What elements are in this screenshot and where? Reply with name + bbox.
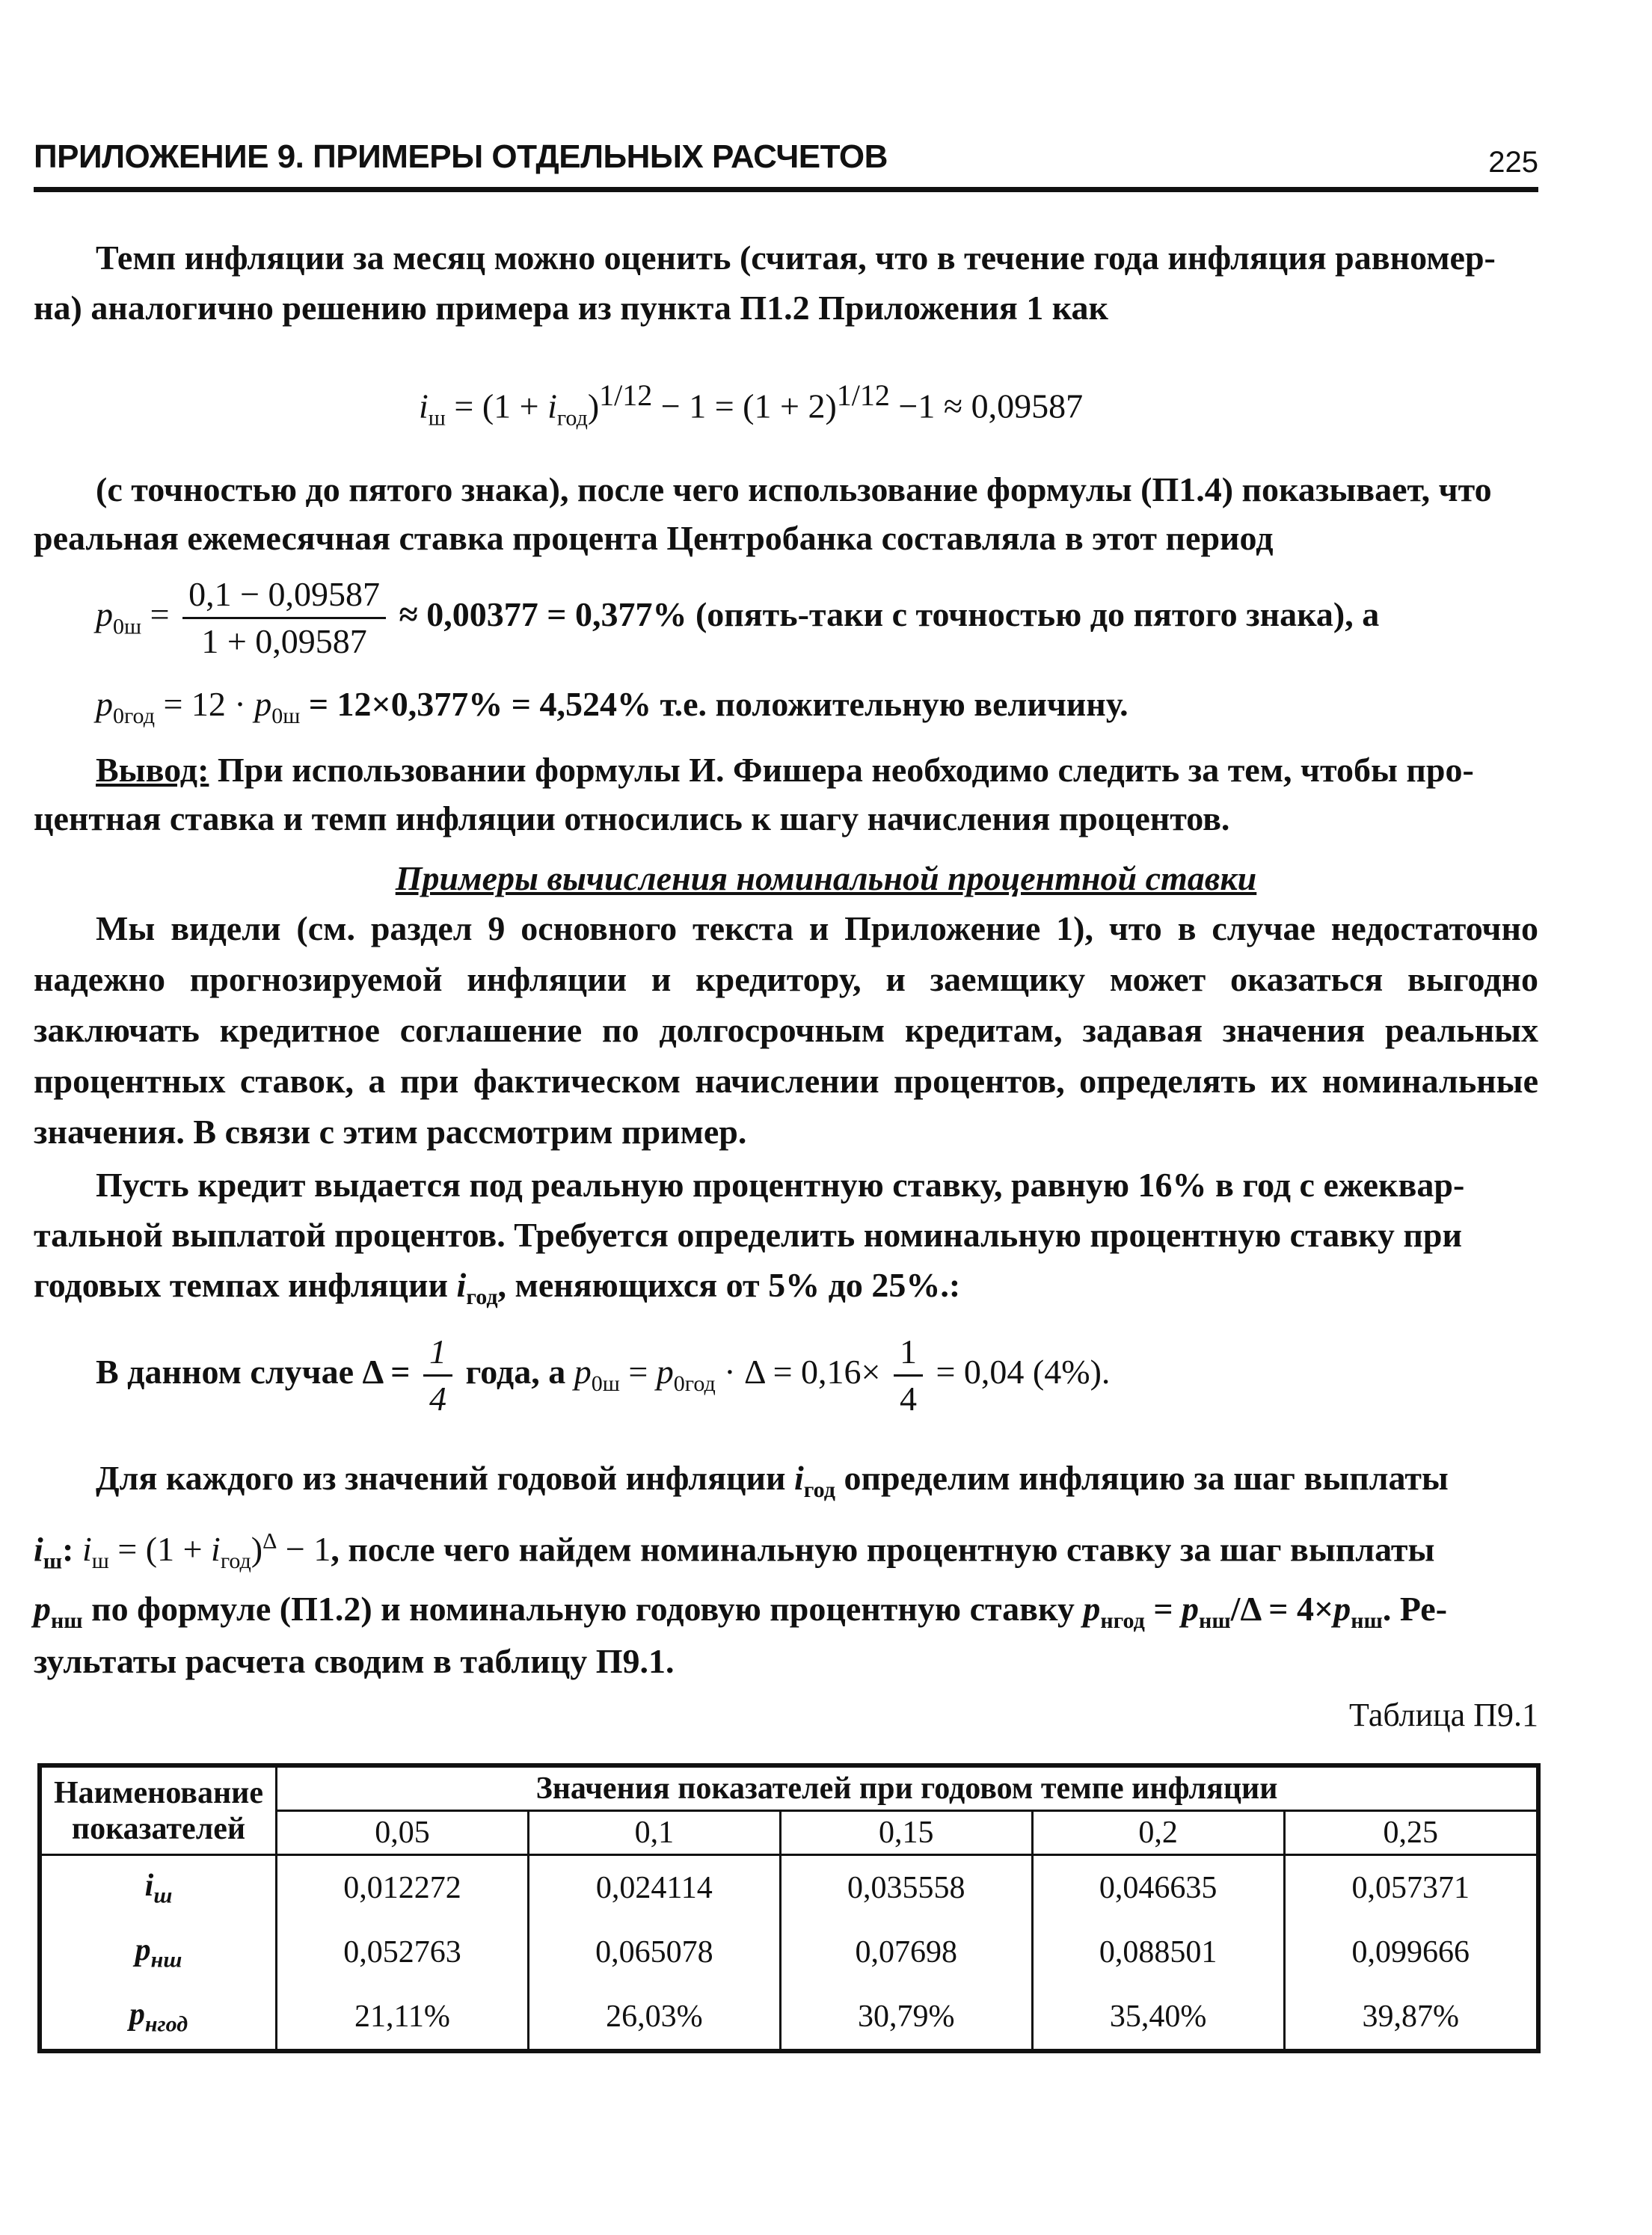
- para5-line3a: по формуле (П1.2) и номинальную годовую процентную ставку: [82, 1590, 1084, 1628]
- para4-line1: Пусть кредит выдается под реальную процентную ставку, равную 16% в год с ежеквар-: [96, 1166, 1465, 1204]
- table-cell: 0,057371: [1284, 1855, 1538, 1921]
- table-cell: 0,088501: [1032, 1920, 1284, 1985]
- equation-real-annual-rate-tail: = 12×0,377% = 4,524% т.е. положительную величину.: [308, 685, 1129, 723]
- para5-line1a: Для каждого из значений годовой инфляции: [96, 1459, 794, 1497]
- table-cell: 0,024114: [528, 1855, 780, 1921]
- table-column-header: 0,25: [1284, 1811, 1538, 1855]
- table-cell: 39,87%: [1284, 1985, 1538, 2051]
- para5-line3b: /Δ = 4×: [1230, 1590, 1334, 1628]
- fraction-numerator: 0,1 − 0,09587: [182, 572, 386, 619]
- table-row: [40, 1855, 1538, 1921]
- table-column-header: 0,05: [277, 1811, 529, 1855]
- para5-line2-text: , после чего найдем номинальную процентную ставку за шаг выплаты: [331, 1530, 1435, 1569]
- equation-step-tail: · Δ = 0,16×: [724, 1353, 881, 1392]
- para1-line2: на) аналогично решению примера из пункта П1.2 Приложения 1 как: [34, 289, 1109, 327]
- header-rule: [34, 187, 1538, 192]
- table-caption: Таблица П9.1: [1349, 1697, 1538, 1733]
- table-cell: 30,79%: [780, 1985, 1032, 2051]
- page-number: 225: [1488, 146, 1538, 179]
- para4-line2: тальной выплатой процентов. Требуется определить номинальную процентную ставку при: [34, 1216, 1463, 1254]
- para5-line1: Для каждого из значений годовой инфляции $i_{год}$ определим инфляцию за шаг выплаты: [96, 1459, 1449, 1503]
- table-column-header: 0,1: [528, 1811, 780, 1855]
- para1-line1: Темп инфляции за месяц можно оценить (считая, что в течение года инфляция равномер-: [96, 239, 1496, 277]
- section-title: Примеры вычисления номинальной процентной ставки: [395, 859, 1257, 897]
- table-column-header: 0,2: [1032, 1811, 1284, 1855]
- para2-line1: (с точностью до пятого знака), после чего использование формулы (П1.4) показывает, что: [96, 470, 1492, 508]
- equation-real-monthly-rate: $p_{0ш}$ = $\frac{0,1 - 0,09587}{1 + 0,09587}$ ≈ 0,00377 = 0,377% (опять-таки с точностью до пятого знака), а: [96, 572, 1379, 664]
- table-cell: 26,03%: [528, 1985, 780, 2051]
- table-cell: 0,099666: [1284, 1920, 1538, 1985]
- fraction: [182, 572, 386, 664]
- para5-line2: $i_ш$: $i_ш = (1 + i_{год})^\Delta - 1$, после чего найдем номинальную процентную ставку за шаг выплаты: [34, 1529, 1435, 1574]
- para4-line3b: , меняющихся от 5% до 25%.:: [497, 1266, 961, 1304]
- equation-step-lead: В данном случае Δ =: [96, 1353, 411, 1392]
- fraction-one-quarter: $\frac{1}{4}$: [423, 1329, 452, 1421]
- equation-real-monthly-rate-tail: ≈ 0,00377 = 0,377% (опять-таки с точностью до пятого знака), а: [399, 595, 1380, 634]
- table-cell: 0,035558: [780, 1855, 1032, 1921]
- fraction-one-quarter-2: $\frac{1}{4}$: [894, 1329, 923, 1421]
- para5-line1b: определим инфляцию за шаг выплаты: [835, 1459, 1449, 1497]
- para4-line3a: годовых темпах инфляции: [34, 1266, 457, 1304]
- table-row-label: $i_ш$: [40, 1855, 277, 1921]
- equation-step: В данном случае Δ = $\frac{1}{4}$ года, а $p_{0ш} = p_{0год} \cdot \Delta = 0,16\times$ $\frac{1}{4}$ = 0,04 (4%).: [96, 1329, 1110, 1421]
- table-row: [40, 1985, 1538, 2051]
- para5-line3: $p_{нш}$ по формуле (П1.2) и номинальную годовую процентную ставку $p_{нгод} = p_{нш}/\Delta = 4\times p_{нш}$. Ре-: [34, 1590, 1448, 1634]
- para4-line3: годовых темпах инфляции $i_{год}$, меняющихся от 5% до 25%.:: [34, 1266, 961, 1310]
- table-row-label: $p_{нгод}$: [40, 1985, 277, 2051]
- para3: Мы видели (см. раздел 9 основного текста и Приложение 1), что в случае недостаточно надежно прогнозируемой инфляции и кредитору, и заемщику может оказаться выгодно заключать кредитное соглашение по долгосрочным кредитам, задавая значения реальных процентных ставок, а при фактическом начислении процентов, определять их номинальные значения. В связи с этим рассмотрим пример.: [34, 909, 1538, 1151]
- table-header-values: Значения показателей при годовом темпе инфляции: [277, 1765, 1539, 1811]
- equation-monthly-inflation: $i_ш = (1 + i_{год})^{1/12} - 1 = (1 + 2)^{1/12} -1 \approx 0,09587$: [419, 378, 1084, 431]
- results-table: [37, 1763, 1541, 2053]
- table-row: [40, 1920, 1538, 1985]
- conclusion-text1: При использовании формулы И. Фишера необходимо следить за тем, чтобы про-: [209, 751, 1474, 789]
- para5-line4: зультаты расчета сводим в таблицу П9.1.: [34, 1642, 675, 1680]
- table-cell: 0,012272: [277, 1855, 529, 1921]
- para2-line2: реальная ежемесячная ставка процента Центробанка составляла в этот период: [34, 519, 1274, 557]
- fraction-denominator: 1 + 0,09587: [201, 622, 367, 660]
- conclusion-line2: центная ставка и темп инфляции относились к шагу начисления процентов.: [34, 799, 1230, 837]
- running-header: ПРИЛОЖЕНИЕ 9. ПРИМЕРЫ ОТДЕЛЬНЫХ РАСЧЕТОВ: [34, 138, 888, 175]
- para5-line3c: . Ре-: [1382, 1590, 1448, 1628]
- table-cell: 35,40%: [1032, 1985, 1284, 2051]
- table-cell: 0,065078: [528, 1920, 780, 1985]
- equation-monthly-inflation-result: −1 ≈ 0,09587: [898, 387, 1084, 425]
- equation-step-mid: года, а: [465, 1353, 566, 1392]
- table-cell: 21,11%: [277, 1985, 529, 2051]
- table-cell: 0,07698: [780, 1920, 1032, 1985]
- equation-step-end: = 0,04 (4%).: [936, 1353, 1111, 1392]
- table-header-name: Наименование показателей: [40, 1765, 277, 1855]
- table-cell: 0,052763: [277, 1920, 529, 1985]
- table-column-header: 0,15: [780, 1811, 1032, 1855]
- conclusion-label: Вывод:: [96, 751, 209, 789]
- conclusion-line1: [96, 750, 1474, 790]
- equation-real-annual-rate: $p_{0год} = 12 \cdot p_{0ш} = 12\times 0,377\% = 4,524\%$ т.е. положительную величину.: [96, 685, 1129, 729]
- equation-real-annual-rate-mid: = 12 ·: [163, 685, 255, 723]
- table-row-label: $p_{нш}$: [40, 1920, 277, 1985]
- table-cell: 0,046635: [1032, 1855, 1284, 1921]
